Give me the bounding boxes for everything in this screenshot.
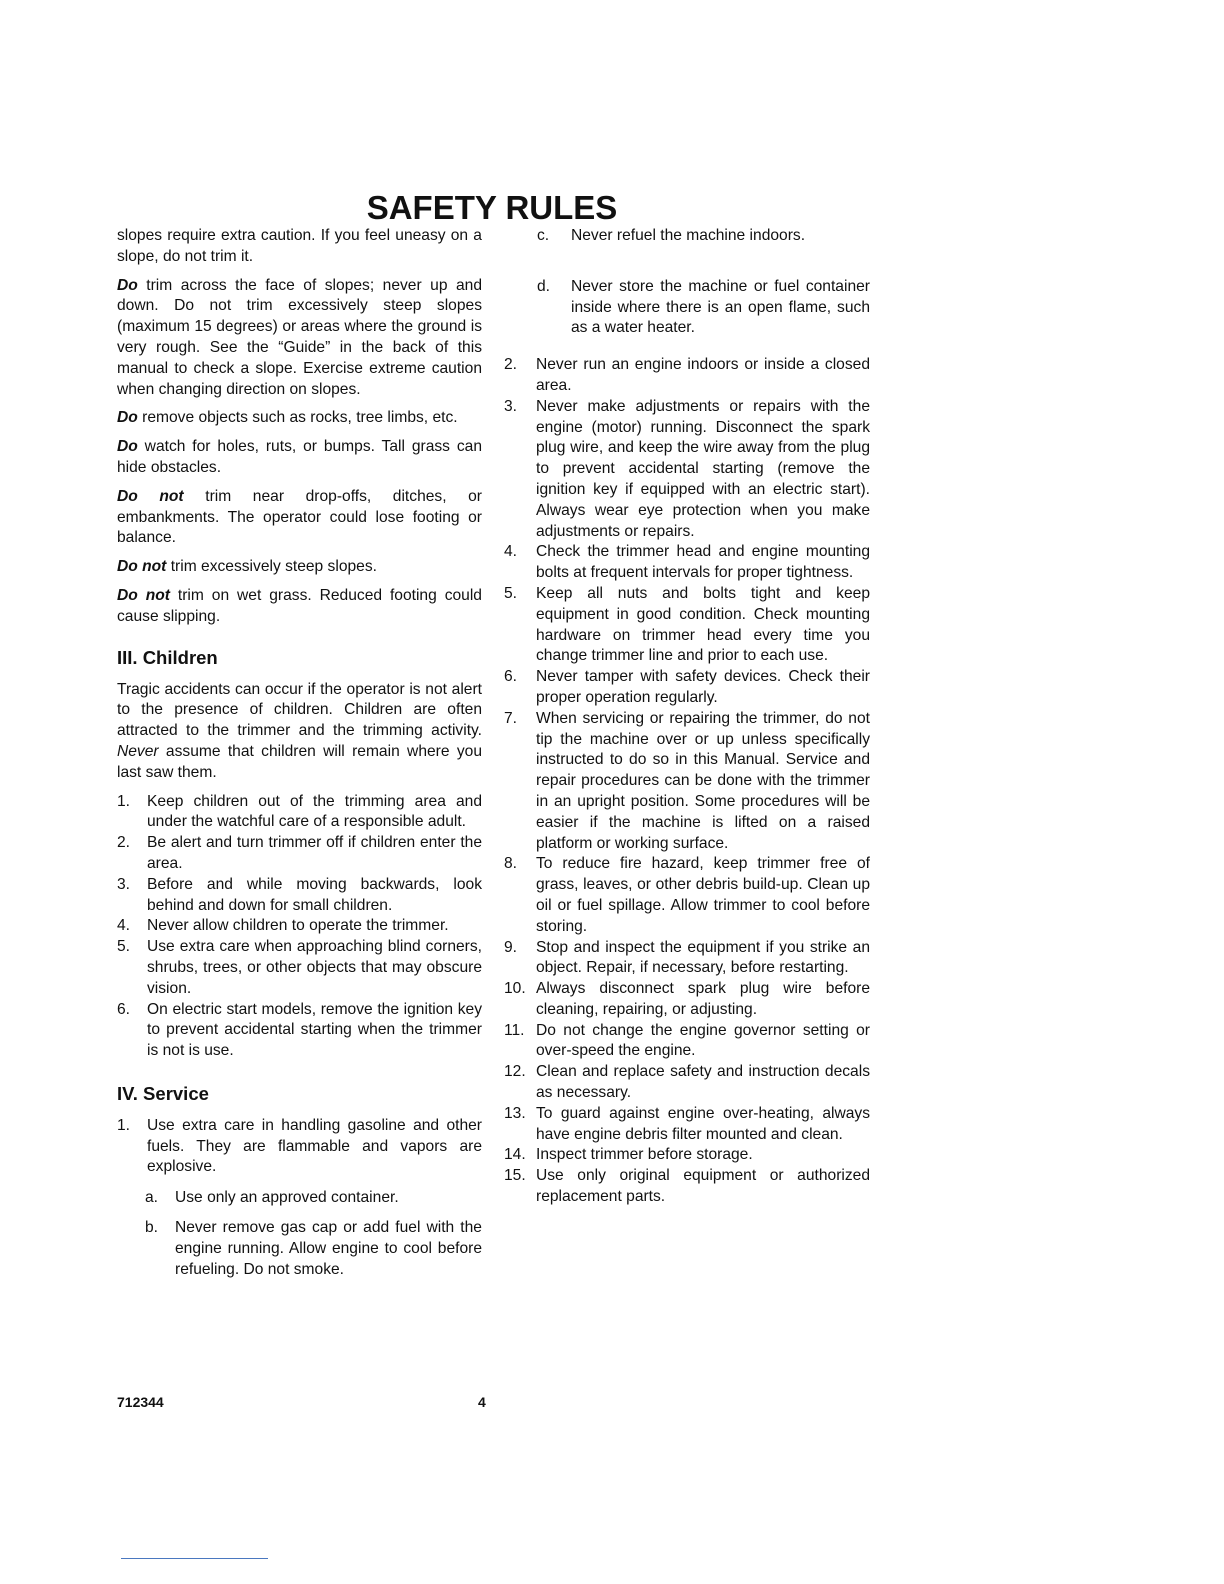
list-item <box>504 277 870 339</box>
list-item <box>117 875 482 917</box>
list-text: Never allow children to operate the trimmer. <box>147 917 449 935</box>
divider <box>121 1558 268 1559</box>
list-number: 3. <box>117 875 131 893</box>
service-list <box>117 1116 482 1178</box>
list-item <box>117 833 482 875</box>
list-number: 2. <box>117 834 131 852</box>
list-number: 13. <box>504 1104 526 1122</box>
list-text: Never tamper with safety devices. Check their proper operation regularly. <box>536 668 870 706</box>
list-number: 7. <box>504 709 518 727</box>
list-item <box>504 1104 870 1146</box>
list-item <box>117 937 482 999</box>
emphasis: Do <box>117 276 138 294</box>
paragraph-text: Tragic accidents can occur if the operator is not alert to the presence of children. Children are often attracted to the trimmer and the trimming activity. <box>117 680 482 740</box>
list-text: Keep children out of the trimming area and under the watchful care of a responsible adult. <box>147 792 482 831</box>
list-number: 12. <box>504 1063 526 1081</box>
emphasis: Do <box>117 409 138 427</box>
paragraph-text: watch for holes, ruts, or bumps. Tall grass can hide obstacles. <box>117 438 482 476</box>
paragraph <box>117 408 482 429</box>
list-text: Do not change the engine governor setting or over-speed the engine. <box>536 1021 870 1060</box>
paragraph <box>117 586 482 628</box>
list-item <box>504 979 870 1021</box>
list-text: Inspect trimmer before storage. <box>536 1146 753 1164</box>
list-text: Before and while moving backwards, look behind and down for small children. <box>147 875 482 914</box>
list-item <box>117 916 482 937</box>
list-text: Never run an engine indoors or inside a closed area. <box>536 356 870 394</box>
children-list <box>117 792 482 1062</box>
list-number: 5. <box>504 584 518 602</box>
service-sublist <box>504 226 870 339</box>
list-item <box>117 1116 482 1178</box>
list-text: Be alert and turn trimmer off if children enter the area. <box>147 834 482 872</box>
page-title: SAFETY RULES <box>366 189 618 226</box>
list-item <box>117 1000 482 1062</box>
list-item <box>117 792 482 834</box>
section-heading-children: III. Children <box>117 646 218 668</box>
list-item <box>504 854 870 937</box>
list-number: a. <box>145 1189 159 1207</box>
page-number: 4 <box>478 1394 486 1410</box>
list-item <box>504 397 870 543</box>
list-text: Use only original equipment or authorized replacement parts. <box>536 1167 870 1206</box>
paragraph <box>117 487 482 549</box>
list-number: d. <box>537 277 551 295</box>
emphasis: Never <box>117 742 159 760</box>
list-item <box>504 938 870 980</box>
emphasis: Do <box>117 438 138 456</box>
list-text: Always disconnect spark plug wire before cleaning, repairing, or adjusting. <box>536 980 870 1018</box>
list-text: Never remove gas cap or add fuel with the engine running. Allow engine to cool before refueling. Do not smoke. <box>175 1219 482 1278</box>
list-item <box>504 355 870 397</box>
list-item <box>504 226 870 247</box>
paragraph <box>117 557 482 578</box>
list-item <box>117 1188 482 1209</box>
list-number: 9. <box>504 938 518 956</box>
paragraph-text: assume that children will remain where you last saw them. <box>117 742 482 781</box>
paragraph-text: trim on wet grass. Reduced footing could cause slipping. <box>117 586 482 625</box>
list-item <box>504 667 870 709</box>
list-text: To reduce fire hazard, keep trimmer free of grass, leaves, or other debris build-up. Clean up oil or fuel spillage. Allow trimmer to cool before storing. <box>536 855 870 935</box>
list-number: 14. <box>504 1146 526 1164</box>
paragraph-text: trim across the face of slopes; never up and down. Do not trim excessively steep slopes (maximum 15 degrees) or areas where the ground is very rough. See the “Guide” in the back of this manual to check a slope. Exercise extreme caution when changing direction on slopes. <box>117 276 482 398</box>
list-item <box>504 1166 870 1208</box>
section-heading-service: IV. Service <box>117 1082 209 1104</box>
list-number: c. <box>537 227 550 244</box>
list-number: 11. <box>504 1021 525 1039</box>
list-text: Use only an approved container. <box>175 1189 399 1207</box>
list-number: 8. <box>504 855 518 873</box>
list-number: 1. <box>117 1116 131 1134</box>
list-text: Never store the machine or fuel container inside where there is an open flame, such as a water heater. <box>571 277 870 337</box>
list-item <box>504 584 870 667</box>
list-number: 3. <box>504 397 518 415</box>
paragraph-text: trim excessively steep slopes. <box>166 558 377 576</box>
document-code: 712344 <box>117 1394 164 1410</box>
emphasis: Do not <box>117 487 184 505</box>
list-number: 2. <box>504 356 518 374</box>
service-list <box>504 355 870 1208</box>
list-number: 4. <box>504 543 518 561</box>
right-column <box>504 226 870 1208</box>
list-item <box>504 1145 870 1166</box>
paragraph <box>117 437 482 479</box>
list-item <box>504 1062 870 1104</box>
list-number: 10. <box>504 980 526 998</box>
list-item <box>504 1021 870 1063</box>
list-number: 4. <box>117 917 131 935</box>
paragraph: slopes require extra caution. If you feel uneasy on a slope, do not trim it. <box>117 227 482 265</box>
list-number: b. <box>145 1219 159 1237</box>
list-text: Never refuel the machine indoors. <box>571 227 806 244</box>
list-text: To guard against engine over-heating, always have engine debris filter mounted and clean. <box>536 1104 870 1143</box>
list-text: Never make adjustments or repairs with the engine (motor) running. Disconnect the spark plug wire, and keep the wire away from the plug to prevent accidental starting (remove the ignition key if equipped with an electric start). Always wear eye protection when you make adjustments or repairs. <box>536 397 870 540</box>
list-item <box>117 1218 482 1280</box>
service-sublist <box>117 1188 482 1280</box>
list-item <box>504 709 870 855</box>
list-number: 1. <box>117 792 131 810</box>
paragraph-text: remove objects such as rocks, tree limbs, etc. <box>137 409 458 427</box>
list-text: Clean and replace safety and instruction decals as necessary. <box>536 1063 870 1102</box>
list-text: Keep all nuts and bolts tight and keep equipment in good condition. Check mounting hardware on trimmer head every time you change trimmer line and prior to each use. <box>536 584 870 665</box>
left-column <box>117 226 482 1289</box>
list-number: 5. <box>117 938 131 956</box>
list-number: 6. <box>504 668 518 686</box>
list-text: Use extra care when approaching blind corners, shrubs, trees, or other objects that may obscure vision. <box>147 938 482 997</box>
paragraph <box>117 680 482 784</box>
list-text: On electric start models, remove the ignition key to prevent accidental starting when the trimmer is not is use. <box>147 1000 482 1060</box>
list-item <box>504 542 870 584</box>
emphasis: Do not <box>117 586 170 604</box>
list-text: When servicing or repairing the trimmer, do not tip the machine over or up unless specifically instructed to do so in this Manual. Service and repair procedures can be done with the trimmer in an upright position. Some procedures will be easier if the machine is lifted on a raised platform or working surface. <box>536 709 870 852</box>
list-text: Check the trimmer head and engine mounting bolts at frequent intervals for proper tightness. <box>536 543 870 582</box>
emphasis: Do not <box>117 558 167 576</box>
list-number: 6. <box>117 1000 131 1018</box>
paragraph <box>117 276 482 401</box>
list-text: Stop and inspect the equipment if you strike an object. Repair, if necessary, before restarting. <box>536 938 870 977</box>
list-text: Use extra care in handling gasoline and other fuels. They are flammable and vapors are explosive. <box>147 1116 482 1176</box>
list-number: 15. <box>504 1167 526 1185</box>
paragraph-text: trim near drop-offs, ditches, or embankments. The operator could lose footing or balance. <box>117 487 483 547</box>
